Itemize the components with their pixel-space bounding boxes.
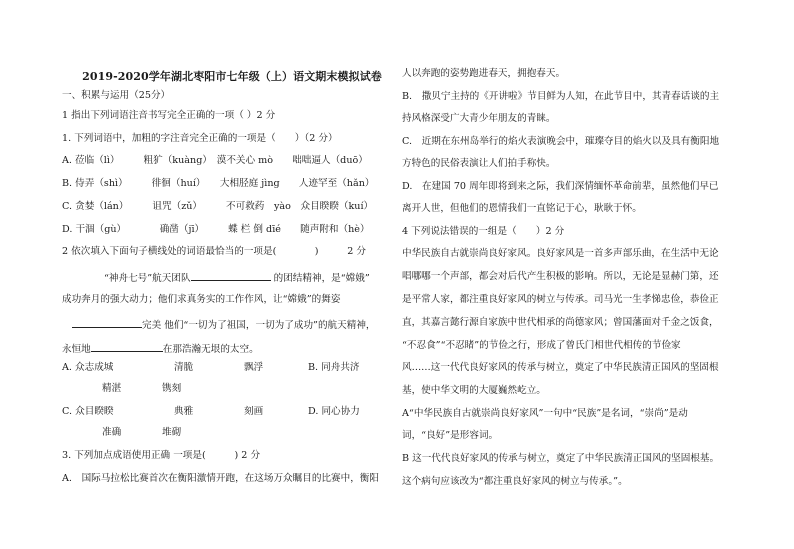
q2-option-d-word1: D. 同心协力 bbox=[308, 406, 360, 417]
q2-passage-line1 bbox=[104, 270, 370, 285]
q3-option-a: A. 国际马拉松比赛首次在衡阳激情开跑，在这场万众瞩目的比赛中，衡阳 bbox=[62, 473, 379, 484]
q2-option-a-word3: 飘浮 bbox=[244, 362, 264, 373]
q2-passage-part: 永恒地 bbox=[62, 344, 91, 355]
q3-option-c: C. 近期在东州岛举行的焰火表演晚会中，璀璨夺目的焰火以及具有衡阳地 bbox=[402, 136, 720, 147]
q3-stem: 3. 下列加点成语使用正确 一项是( ) 2 分 bbox=[62, 450, 261, 461]
q4-passage-line: 中华民族自古就崇尚良好家风。良好家风是一首多声部乐曲，在生活中无论 bbox=[402, 248, 719, 259]
q2-option-c-word5: 堆砌 bbox=[162, 427, 182, 438]
q4-passage-line: 是平常人家，都注重良好家风的树立与传承。司马光一生孝悌忠俭，恭俭正 bbox=[402, 294, 719, 305]
q2-passage-line3 bbox=[72, 317, 376, 332]
q2-passage-part: “神舟七号”航天团队 bbox=[104, 273, 191, 284]
q3-option-d-cont: 离开人世，但他们的恩情我们一直铭记于心，耿耿于怀。 bbox=[402, 203, 642, 214]
q4-passage-line: 风……这一代代良好家风的传承与树立，奠定了中华民族清正国风的坚固根 bbox=[402, 362, 719, 373]
q3-option-a-cont: 人以奔跑的姿势跑进春天，拥抱春天。 bbox=[402, 68, 566, 79]
q1-option-d: D. 干涸（gù） 确凿（jī） 蝶 栏 倒 dīé 随声附和（hè） bbox=[62, 224, 370, 235]
q2-option-c-word3: 刻画 bbox=[244, 406, 264, 417]
q4-passage-line: 直，其嘉言懿行源自家族中世代相承的尚德家风；曾国藩面对千金之饭食， bbox=[402, 317, 719, 328]
q3-option-b: B. 撒贝宁主持的《开讲啦》节目鲜为人知，在此节目中，其青春话谈的主 bbox=[402, 91, 720, 102]
q1-option-a: A. 莅临（lì） 粗犷（kuàng） 漠不关心 mò 咄咄逼人（duō） bbox=[62, 155, 368, 166]
q2-stem: 2 依次填入下面句子横线处的词语最恰当的一项是( ) 2 分 bbox=[62, 246, 367, 257]
q2-passage-part: 完美 他们“一切为了祖国，一切为了成功”的航天精神， bbox=[142, 320, 376, 331]
q4-option-b: B 这一代代良好家风的传承与树立，奠定了中华民族清正国风的坚固根基。 bbox=[402, 453, 720, 464]
q1-intro: 1 指出下列词语注音书写完全正确的一项（ ）2 分 bbox=[62, 110, 276, 121]
q4-option-b-cont: 这个病句应该改为“都注重良好家风的树立与传承。”。 bbox=[402, 476, 628, 487]
q3-option-c-cont: 方特色的民俗表演让人们拍手称快。 bbox=[402, 158, 556, 169]
q2-option-a-word1: A. 众志成城 bbox=[62, 362, 114, 373]
q4-passage-line: 唱哪哪一个声部，都会对后代产生积极的影响。所以，无论是显赫门第，还 bbox=[402, 271, 719, 282]
fill-blank bbox=[72, 317, 142, 328]
q1-option-b: B. 侍弄（shì） 徘徊（huí） 大相胫庭 jìng 人迹罕至（hǎn） bbox=[62, 178, 375, 189]
q2-option-a-word4: 精湛 bbox=[102, 383, 122, 394]
page-title: 2019-2020学年湖北枣阳市七年级（上）语文期末模拟试卷 bbox=[82, 70, 382, 83]
q2-option-c-word4: 准确 bbox=[102, 427, 122, 438]
q4-option-a-cont: 词，“良好”是形容词。 bbox=[402, 430, 499, 441]
q2-passage-line2: 成功奔月的强大动力；他们求真务实的工作作风，让“嫦娥”的舞姿 bbox=[62, 294, 341, 305]
q3-option-b-cont: 持风格深受广大青少年朋友的青睐。 bbox=[402, 113, 556, 124]
q2-option-b-word1: B. 同舟共济 bbox=[308, 362, 360, 373]
q2-passage-part: 在那浩瀚无垠的太空。 bbox=[162, 344, 259, 355]
q2-option-c-word1: C. 众目睽睽 bbox=[62, 406, 114, 417]
q1-option-c: C. 贪婪（lán） 诅咒（zǔ） 不可救药 yào 众目睽睽（kuí） bbox=[62, 201, 374, 212]
q2-passage-part: 的团结精神，是“嫦娥” bbox=[273, 273, 370, 284]
q4-passage-line: 基，使中华文明的大厦巍然屹立。 bbox=[402, 385, 546, 396]
fill-blank bbox=[91, 341, 163, 352]
q4-stem: 4 下列说法错误的一组是（ ）2 分 bbox=[402, 226, 565, 237]
q2-option-a-word5: 镌刻 bbox=[162, 383, 182, 394]
q4-option-a: A“中华民族自古就崇尚良好家风”一句中“民族”是名词，“崇尚”是动 bbox=[402, 408, 688, 419]
q1-stem: 1. 下列词语中，加粗的字注音完全正确的一项是（ ）（2 分） bbox=[62, 133, 338, 144]
q4-passage-line: “不忍食”“不忍睹”的节俭之行，形成了曾氏门相世代相传的节俭家 bbox=[402, 340, 681, 351]
section-heading: 一、积累与运用（25分） bbox=[62, 90, 171, 101]
fill-blank bbox=[191, 270, 271, 281]
q2-option-a-word2: 清脆 bbox=[174, 362, 194, 373]
q2-passage-line4 bbox=[62, 341, 259, 356]
q2-option-c-word2: 典雅 bbox=[174, 406, 194, 417]
q3-option-d: D. 在建国 70 周年即将到来之际，我们深情缅怀革命前辈，虽然他们早已 bbox=[402, 181, 719, 192]
